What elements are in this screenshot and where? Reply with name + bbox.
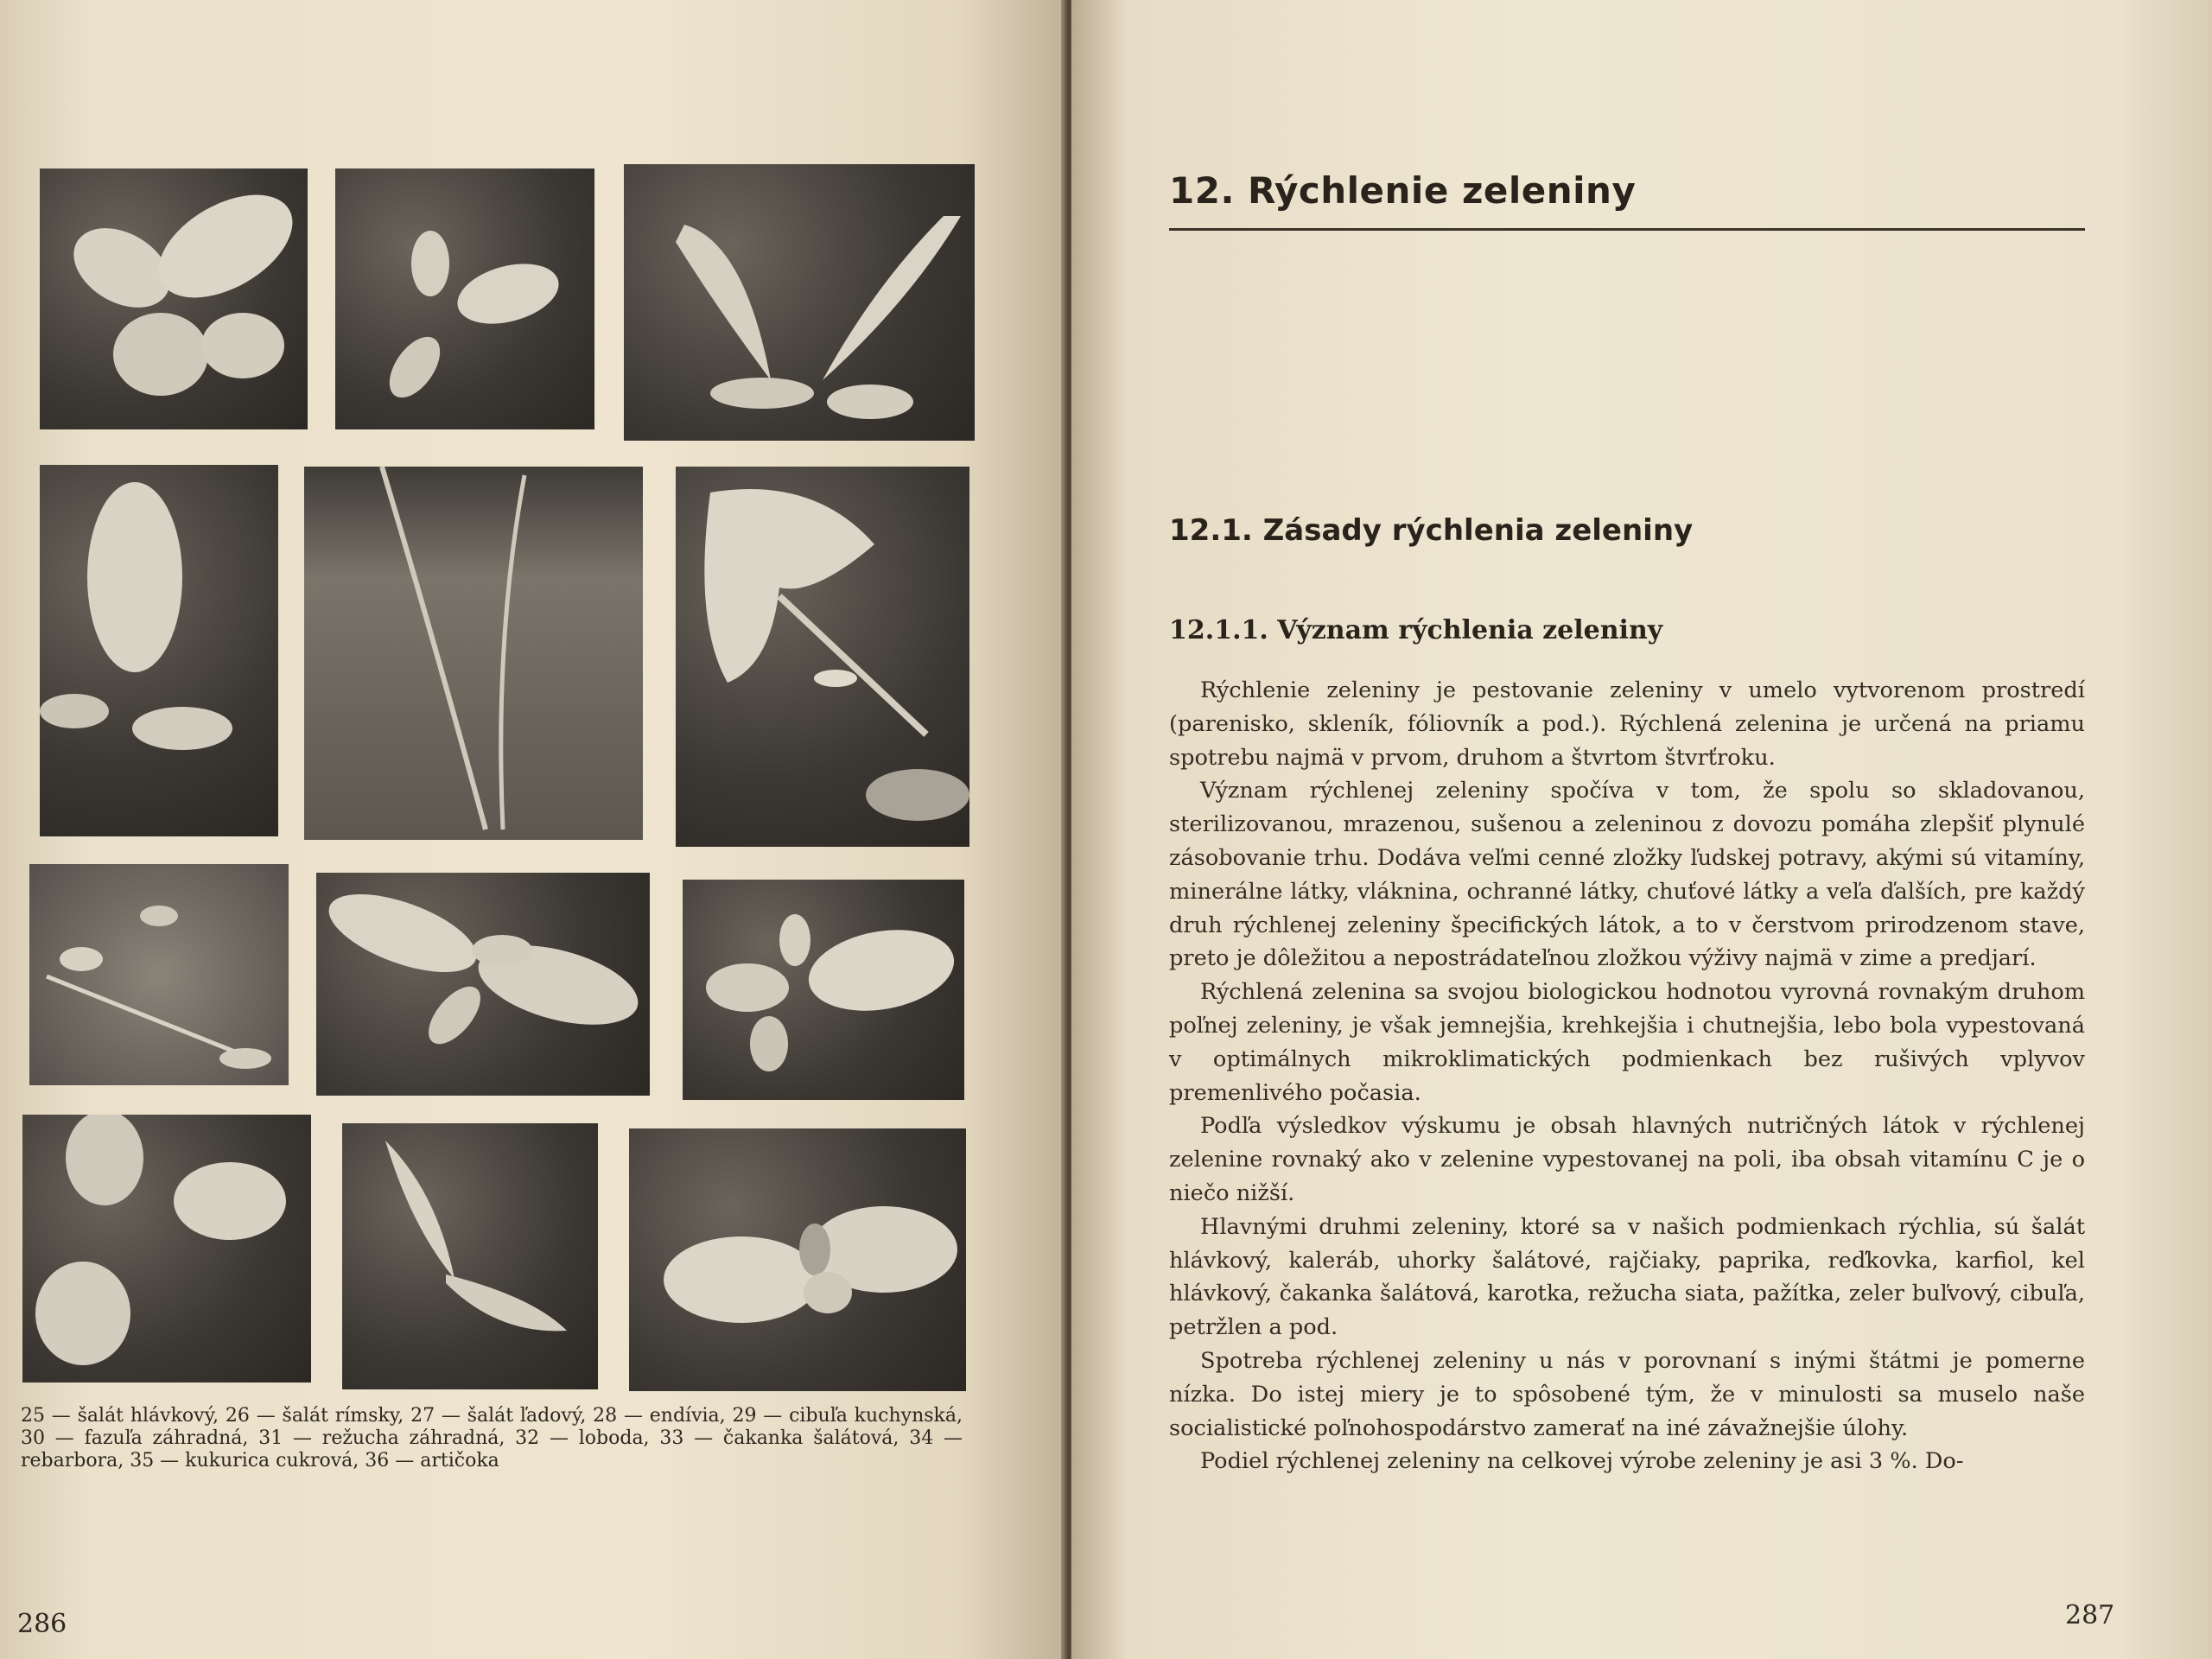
seedling-icon xyxy=(335,168,594,429)
seedling-icon xyxy=(29,864,289,1085)
left-page xyxy=(0,0,1067,1659)
paragraph: Hlavnými druhmi zeleniny, ktoré sa v našich podmienkach rýchlia, sú šalát hlávkový, kaleráb, uhorky šalátové, rajčiaky, paprika, reďkovka, karfiol, kel hlávkový, čakanka šalátová, karotka, režucha siata, pažítka, zeler buľvový, cibuľa, petržlen a pod. xyxy=(1169,1213,2085,1341)
paragraph: Spotreba rýchlenej zeleniny u nás v porovnaní s inými štátmi je pomerne nízka. Do istej miery je to spôsobené tým, že v minulosti sa muselo naše socialistické poľnohospodárstvo zamerať na iné závažnejšie úlohy. xyxy=(1169,1347,2085,1441)
photo-rezucha xyxy=(29,864,289,1085)
seedling-icon xyxy=(40,465,278,836)
seedling-icon xyxy=(304,467,643,840)
photo-cakanka xyxy=(683,880,964,1100)
photo-rebarbora xyxy=(22,1115,311,1382)
seedling-icon xyxy=(629,1128,966,1391)
seedling-icon xyxy=(624,164,975,441)
photo-salat-rimsky xyxy=(335,168,594,429)
photo-salat-ladovy xyxy=(624,164,975,441)
seedling-icon xyxy=(40,168,308,429)
photo-cibula xyxy=(304,467,643,840)
photo-kukurica xyxy=(342,1123,598,1389)
paragraph: Rýchlená zelenina sa svojou biologickou hodnotou vyrovná rovnakým druhom poľnej zeleniny, je však jemnejšia, krehkejšia i chutnejšia, lebo bola vypestovaná v optimálnych mikroklimatických podmienkach bez rušivých vplyvov premenlivého počasia. xyxy=(1169,979,2085,1106)
seedling-icon xyxy=(676,467,969,847)
chapter-title: 12. Rýchlenie zeleniny xyxy=(1169,169,1637,212)
chapter-rule xyxy=(1169,228,2085,231)
photo-articoka xyxy=(629,1128,966,1391)
photo-salat-hlavkovy xyxy=(40,168,308,429)
subsection-title: 12.1.1. Význam rýchlenia zeleniny xyxy=(1169,615,1663,645)
paragraph: Rýchlenie zeleniny je pestovanie zeleniny v umelo vytvorenom prostredí (parenisko, skleník, fóliovník a pod.). Rýchlená zelenina je určená na priamu spotrebu najmä v prvom, druhom a štvrtom štvrťroku. xyxy=(1169,677,2085,771)
seedling-icon xyxy=(342,1123,598,1389)
right-page xyxy=(1071,0,2212,1659)
seedling-icon xyxy=(22,1115,311,1382)
photo-fazula xyxy=(676,467,969,847)
paragraph: Podľa výsledkov výskumu je obsah hlavných nutričných látok v rýchlenej zelenine rovnaký ako v zelenine vypestovanej na poli, iba obsah vitamínu C je o niečo nižší. xyxy=(1169,1113,2085,1206)
seedling-icon xyxy=(683,880,964,1100)
paragraph: Význam rýchlenej zeleniny spočíva v tom, že spolu so skladovanou, sterilizovanou, mrazenou, sušenou a zeleninou z dovozu pomáha zlepšiť plynulé zásobovanie trhu. Dodáva veľmi cenné zložky ľudskej potravy, akými sú vitamíny, minerálne látky, vláknina, ochranné látky, chuťové látky a veľa ďalších, pre každý druh rýchlenej zeleniny špecifických látok, a to v čerstvom prirodzenom stave, preto je dôležitou a nepostrádateľnou zložkou výživy najmä v zime a predjarí. xyxy=(1169,778,2085,972)
seedling-icon xyxy=(316,873,650,1096)
photo-endivia xyxy=(40,465,278,836)
page-number-left: 286 xyxy=(17,1609,67,1639)
body-text xyxy=(1169,674,2085,1478)
page-number-right: 287 xyxy=(2065,1600,2115,1630)
paragraph: Podiel rýchlenej zeleniny na celkovej výrobe zeleniny je asi 3 %. Do- xyxy=(1200,1448,1964,1475)
section-title: 12.1. Zásady rýchlenia zeleniny xyxy=(1169,513,1694,548)
figure-caption: 25 — šalát hlávkový, 26 — šalát rímsky, 27 — šalát ľadový, 28 — endívia, 29 — cibuľa kuchynská, 30 — fazuľa záhradná, 31 — režucha záhradná, 32 — loboda, 33 — čakanka šalátová, 34 — rebarbora, 35 — kukurica cukrová, 36 — artičoka xyxy=(21,1405,963,1471)
photo-loboda xyxy=(316,873,650,1096)
